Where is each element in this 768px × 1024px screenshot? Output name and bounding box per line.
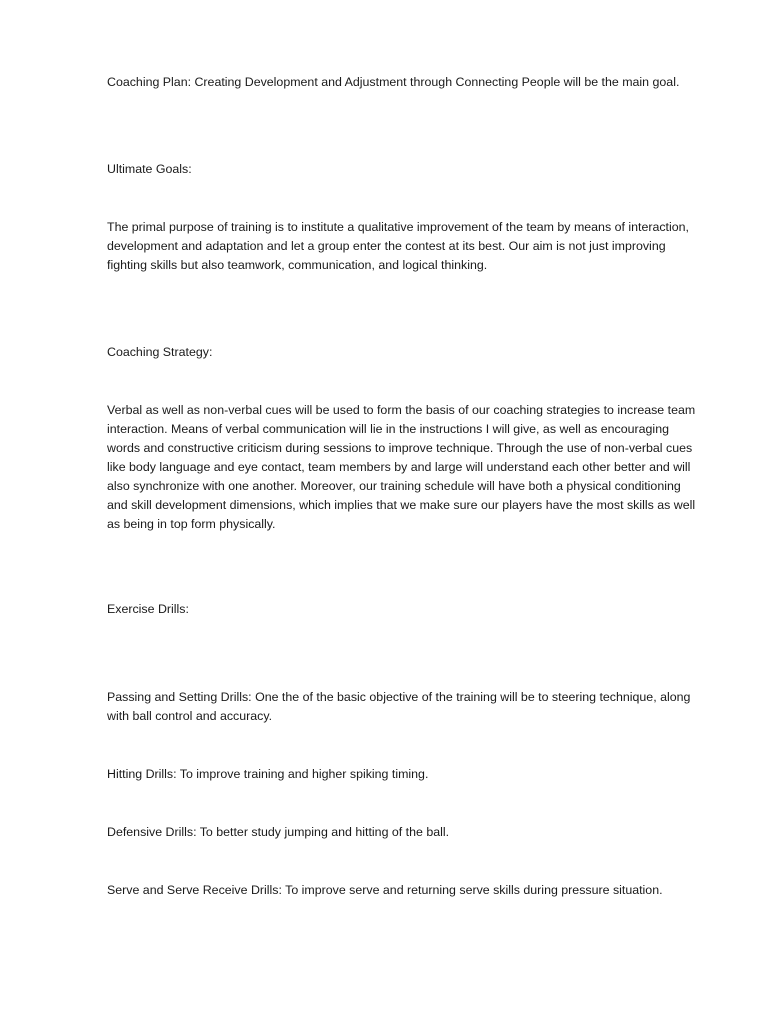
serve-drills-item: Serve and Serve Receive Drills: To improve serve and returning serve skills during pressure situation.	[107, 883, 663, 897]
ultimate-goals-paragraph	[107, 218, 719, 275]
paragraph-line: like body language and eye contact, team members by and large will understand each other better and will	[107, 460, 691, 474]
coaching-strategy-heading: Coaching Strategy:	[107, 345, 213, 359]
ultimate-goals-heading: Ultimate Goals:	[107, 162, 192, 176]
passing-drills-paragraph	[107, 688, 719, 726]
paragraph-line: Passing and Setting Drills: One the of the basic objective of the training will be to steering technique, along	[107, 690, 691, 704]
paragraph-line: Verbal as well as non-verbal cues will be used to form the basis of our coaching strategies to increase team	[107, 403, 696, 417]
hitting-drills-item: Hitting Drills: To improve training and higher spiking timing.	[107, 767, 429, 781]
paragraph-line: as being in top form physically.	[107, 517, 276, 531]
paragraph-line: with ball control and accuracy.	[107, 709, 273, 723]
coaching-plan-title: Coaching Plan: Creating Development and Adjustment through Connecting People will be the main goal.	[107, 75, 680, 89]
defensive-drills-item: Defensive Drills: To better study jumping and hitting of the ball.	[107, 825, 450, 839]
paragraph-line: and skill development dimensions, which implies that we make sure our players have the most skills as well	[107, 498, 696, 512]
paragraph-line: interaction. Means of verbal communication will lie in the instructions I will give, as well as encouraging	[107, 422, 669, 436]
exercise-drills-heading: Exercise Drills:	[107, 602, 189, 616]
paragraph-line: fighting skills but also teamwork, communication, and logical thinking.	[107, 258, 488, 272]
paragraph-line: words and constructive criticism during sessions to improve technique. Through the use of non-verbal cues	[107, 441, 693, 455]
paragraph-line: development and adaptation and let a group enter the contest at its best. Our aim is not just improving	[107, 239, 666, 253]
paragraph-line: also synchronize with one another. Moreover, our training schedule will have both a physical conditioning	[107, 479, 681, 493]
coaching-strategy-paragraph	[107, 401, 719, 534]
paragraph-line: The primal purpose of training is to institute a qualitative improvement of the team by means of interaction,	[107, 220, 689, 234]
